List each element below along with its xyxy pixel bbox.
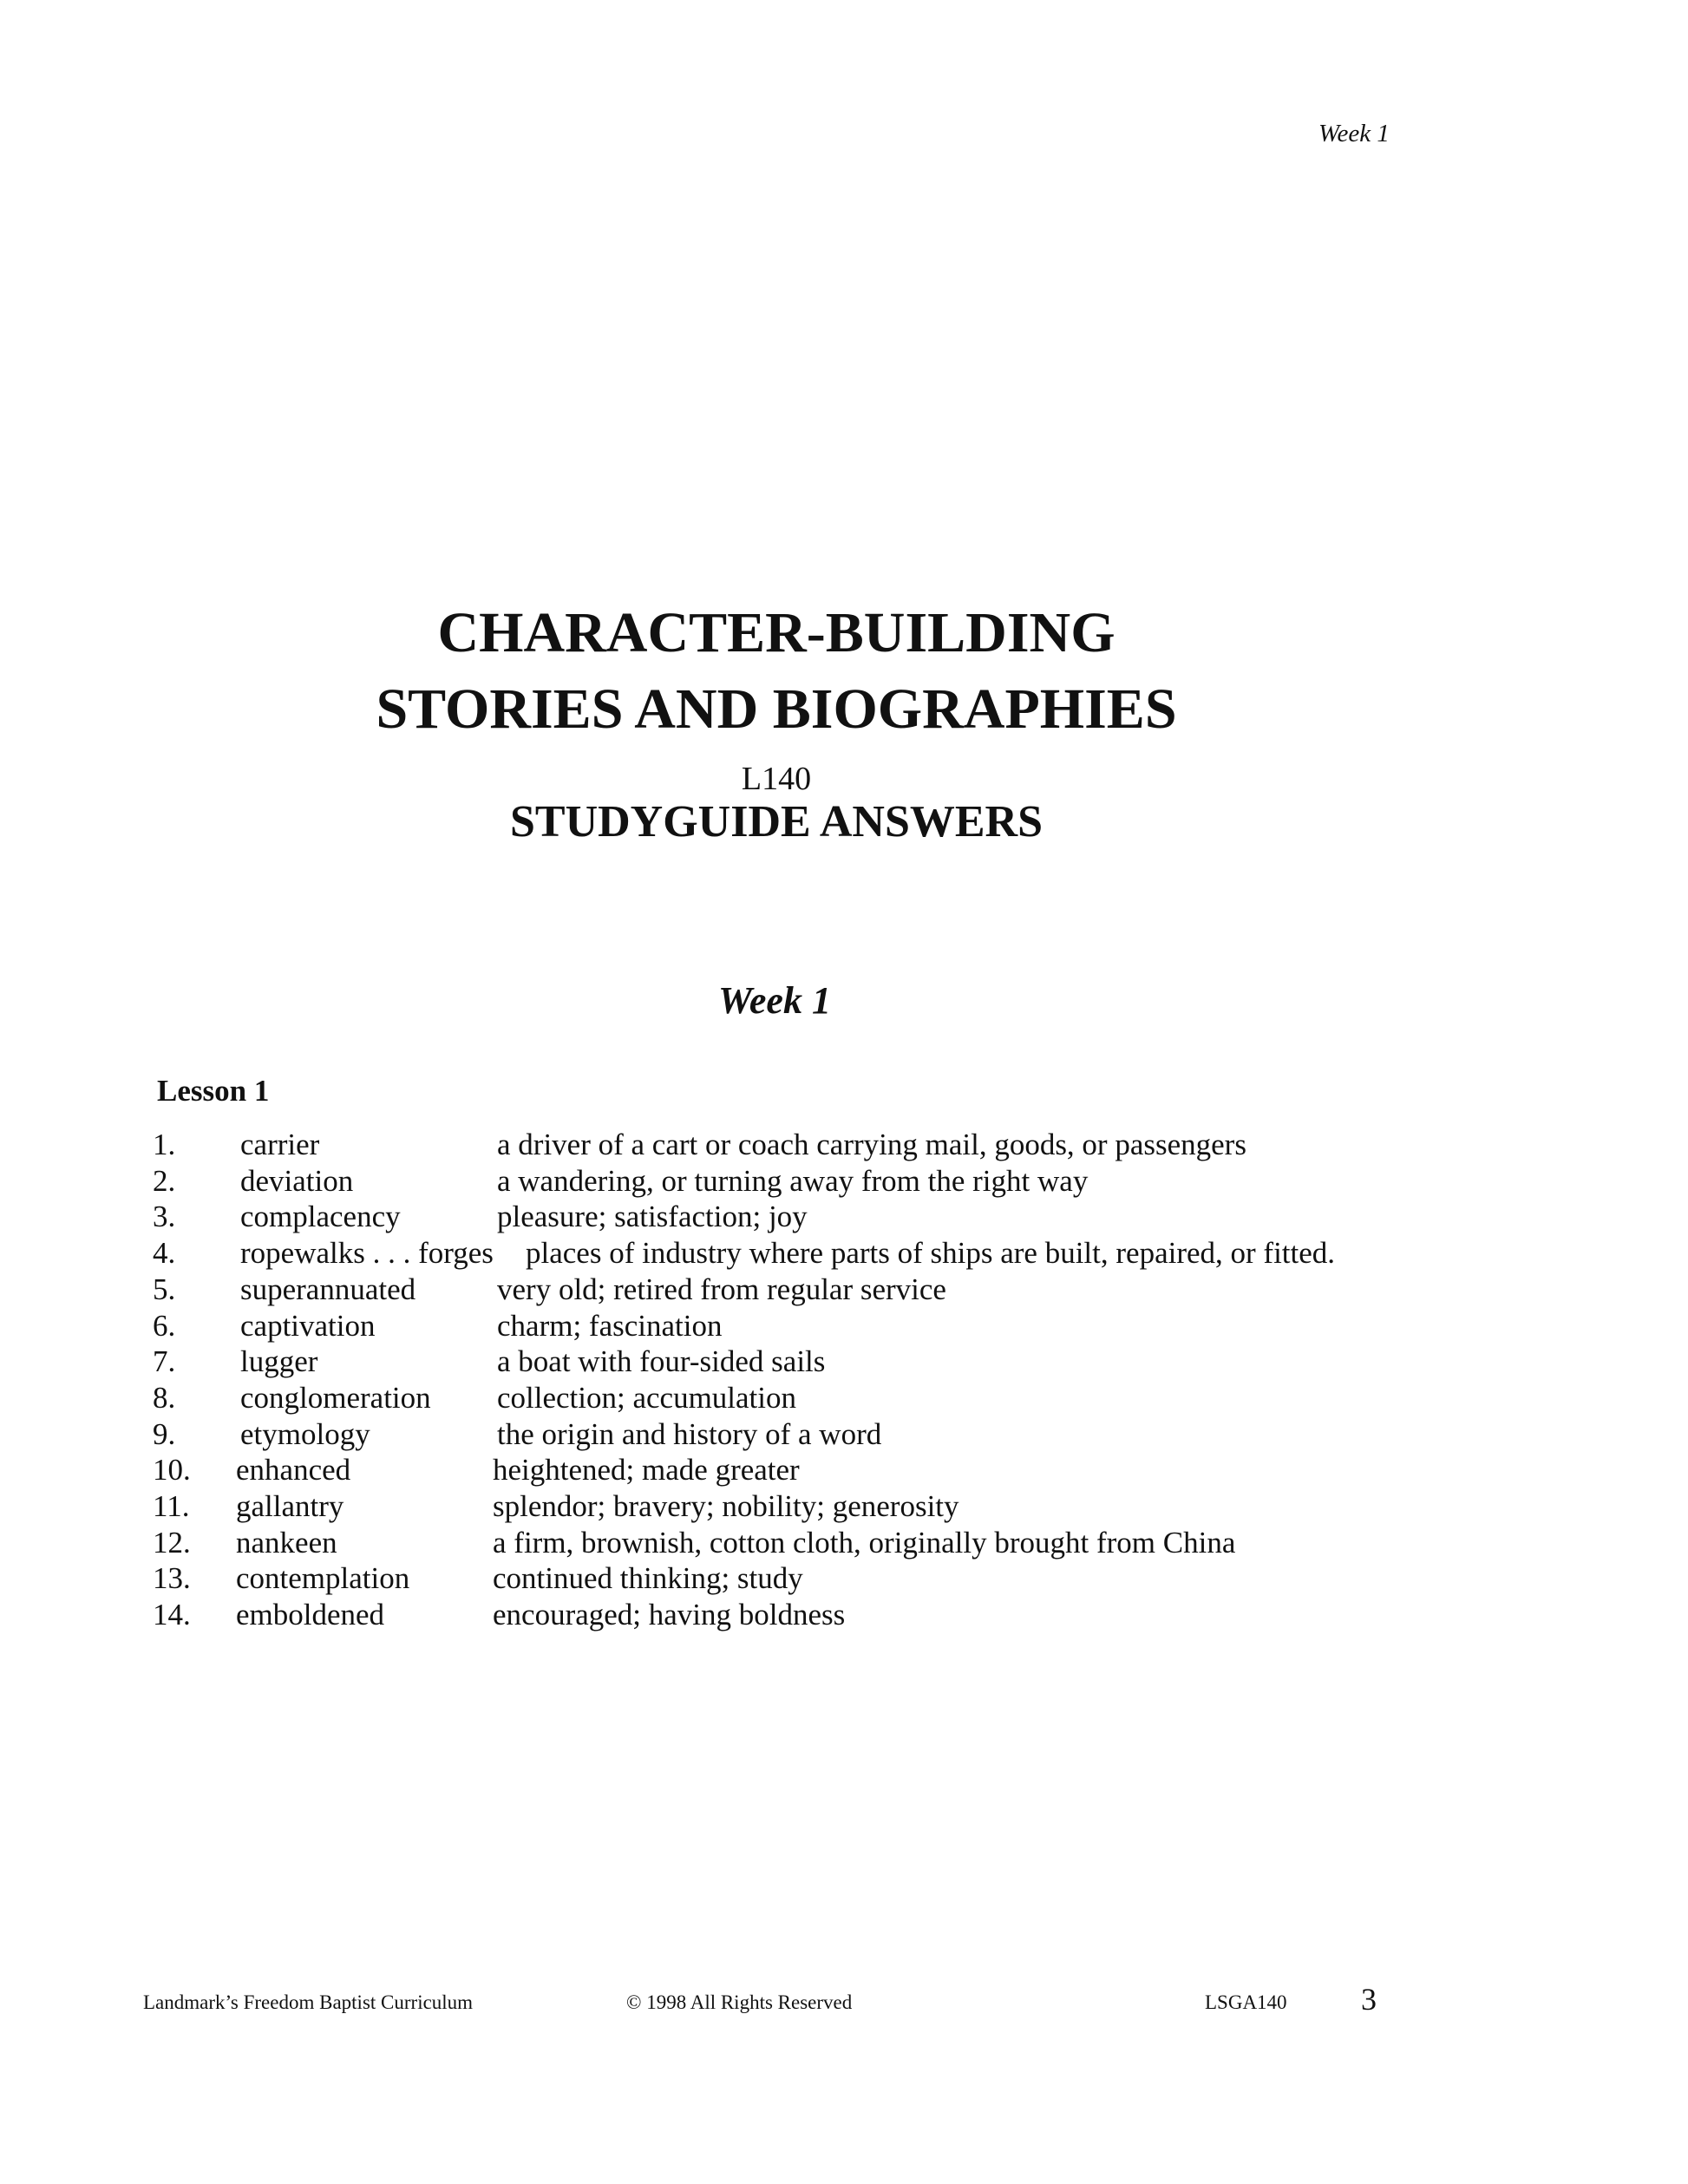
item-number: 4.: [153, 1236, 176, 1271]
item-number: 10.: [153, 1453, 191, 1488]
vocabulary-term: ropewalks . . . forges: [240, 1236, 494, 1271]
list-item: [0, 1309, 1688, 1345]
vocabulary-term: superannuated: [240, 1272, 416, 1306]
term-definition: pleasure; satisfaction; joy: [497, 1200, 808, 1234]
item-number: 1.: [153, 1128, 176, 1161]
course-code: L140: [741, 761, 812, 797]
term-definition: heightened; made greater: [493, 1453, 800, 1488]
vocabulary-term: complacency: [240, 1200, 401, 1234]
item-number: 6.: [153, 1308, 176, 1343]
item-number: 2.: [153, 1163, 176, 1198]
footer-doc-code: LSGA140: [1205, 1991, 1287, 2013]
item-number: 13.: [153, 1561, 191, 1596]
running-head: Week 1: [1318, 120, 1390, 147]
list-item: [0, 1598, 1688, 1634]
vocabulary-term: enhanced: [236, 1453, 351, 1488]
week-heading: Week 1: [718, 979, 831, 1022]
list-item: [0, 1417, 1688, 1454]
title-line-2: STORIES AND BIOGRAPHIES: [376, 677, 1177, 741]
term-definition: a wandering, or turning away from the right way: [497, 1163, 1089, 1198]
term-definition: a boat with four-sided sails: [497, 1344, 826, 1379]
list-item: [0, 1489, 1688, 1526]
vocabulary-term: conglomeration: [240, 1380, 431, 1415]
list-item: [0, 1128, 1688, 1164]
vocabulary-term: gallantry: [236, 1489, 344, 1523]
list-item: [0, 1272, 1688, 1309]
item-number: 7.: [153, 1344, 176, 1379]
term-definition: splendor; bravery; nobility; generosity: [493, 1489, 959, 1523]
footer-publisher: Landmark’s Freedom Baptist Curriculum: [143, 1991, 474, 2013]
footer-copyright: © 1998 All Rights Reserved: [626, 1991, 853, 2013]
term-definition: continued thinking; study: [493, 1561, 803, 1596]
item-number: 11.: [153, 1489, 190, 1523]
item-number: 3.: [153, 1200, 176, 1234]
term-definition: places of industry where parts of ships are built, repaired, or fitted.: [526, 1236, 1336, 1271]
term-definition: very old; retired from regular service: [497, 1272, 946, 1306]
item-number: 14.: [153, 1598, 191, 1632]
vocabulary-term: emboldened: [236, 1598, 385, 1632]
page-number: 3: [1361, 1982, 1377, 2017]
item-number: 12.: [153, 1525, 191, 1560]
list-item: [0, 1381, 1688, 1417]
list-item: [0, 1164, 1688, 1200]
vocabulary-term: carrier: [240, 1128, 320, 1161]
vocabulary-term: contemplation: [236, 1561, 410, 1596]
term-definition: a firm, brownish, cotton cloth, originally brought from China: [493, 1525, 1236, 1560]
list-item: [0, 1236, 1688, 1272]
term-definition: a driver of a cart or coach carrying mail, goods, or passengers: [497, 1128, 1246, 1161]
item-number: 5.: [153, 1272, 176, 1306]
title-line-1: CHARACTER-BUILDING: [437, 601, 1116, 664]
list-item: [0, 1453, 1688, 1489]
vocabulary-term: etymology: [240, 1416, 370, 1451]
term-definition: encouraged; having boldness: [493, 1598, 846, 1632]
term-definition: collection; accumulation: [497, 1380, 797, 1415]
item-number: 8.: [153, 1380, 176, 1415]
list-item: [0, 1526, 1688, 1562]
item-number: 9.: [153, 1416, 176, 1451]
list-item: [0, 1200, 1688, 1236]
term-definition: charm; fascination: [497, 1308, 723, 1343]
vocabulary-term: captivation: [240, 1308, 376, 1343]
lesson-heading: Lesson 1: [157, 1074, 270, 1108]
vocabulary-term: deviation: [240, 1163, 354, 1198]
list-item: [0, 1561, 1688, 1598]
vocabulary-term: nankeen: [236, 1525, 337, 1560]
list-item: [0, 1344, 1688, 1381]
term-definition: the origin and history of a word: [497, 1416, 882, 1451]
subtitle: STUDYGUIDE ANSWERS: [509, 797, 1044, 847]
vocabulary-term: lugger: [240, 1344, 318, 1379]
